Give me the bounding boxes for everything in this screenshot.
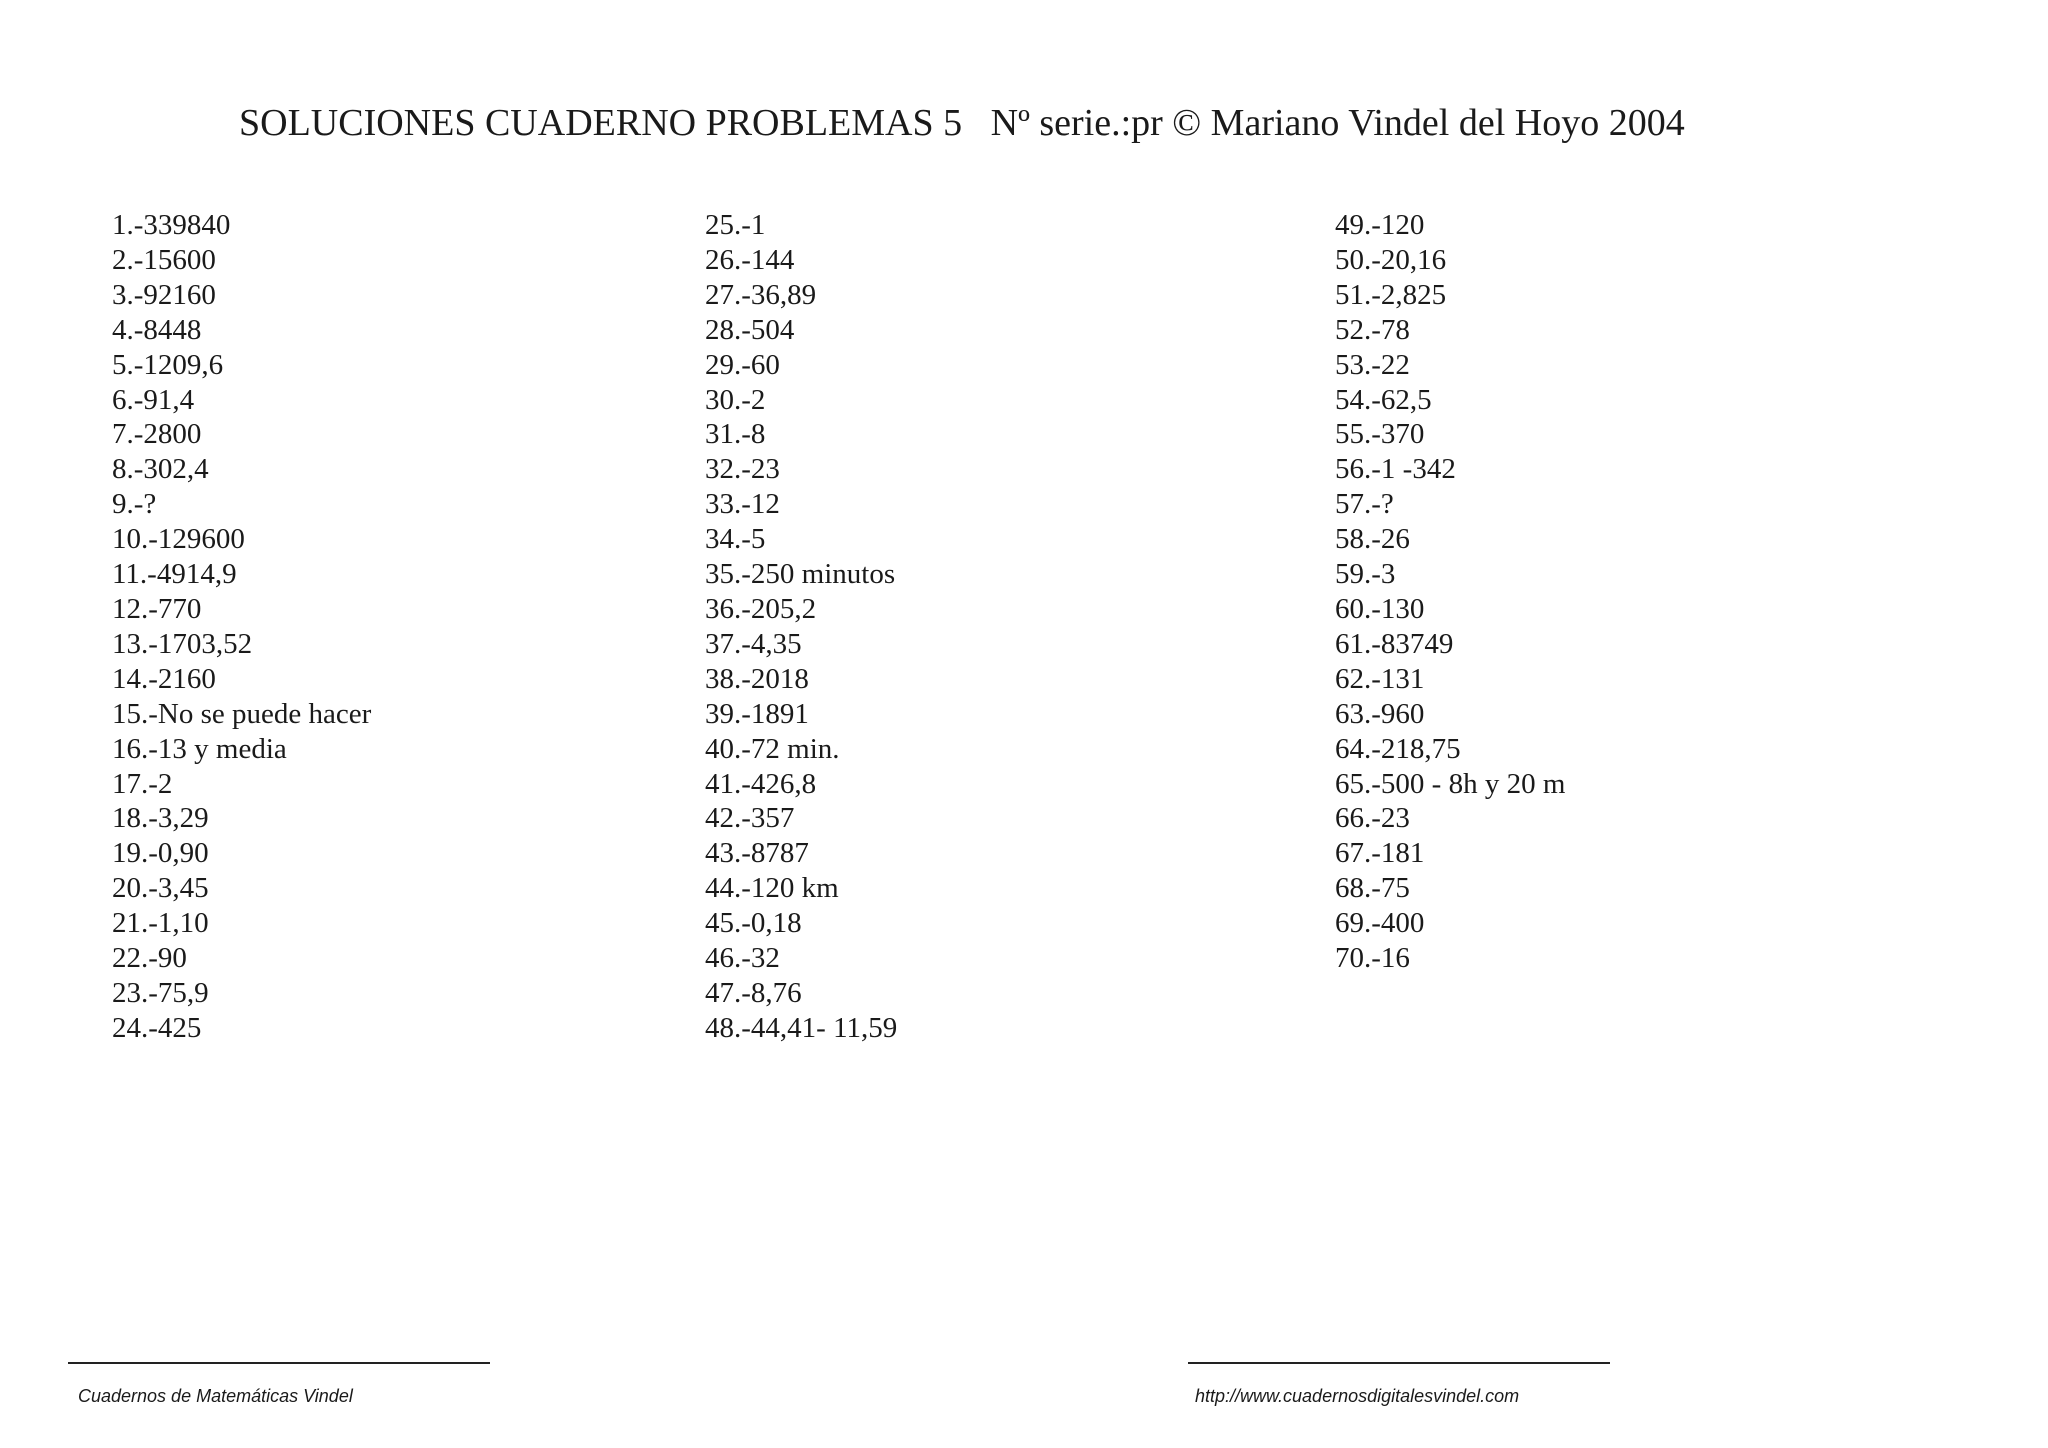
solution-item: 8.-302,4 xyxy=(112,453,209,486)
solution-item: 16.-13 y media xyxy=(112,732,287,765)
solution-item: 70.-16 xyxy=(1335,942,1410,975)
solution-item: 47.-8,76 xyxy=(705,976,802,1009)
solution-item: 41.-426,8 xyxy=(705,767,817,800)
solutions-column-3 xyxy=(1335,208,1565,976)
solution-item: 33.-12 xyxy=(705,488,780,521)
solution-item: 35.-250 minutos xyxy=(705,558,896,591)
solution-item: 39.-1891 xyxy=(705,697,809,730)
solution-item: 50.-20,16 xyxy=(1335,243,1447,276)
solution-item: 1.-339840 xyxy=(112,209,231,241)
solution-item: 12.-770 xyxy=(112,592,202,625)
solution-item: 6.-91,4 xyxy=(112,383,195,416)
footer-divider-left xyxy=(68,1362,490,1364)
solution-item: 22.-90 xyxy=(112,942,187,975)
solution-item: 5.-1209,6 xyxy=(112,348,224,381)
solution-item: 3.-92160 xyxy=(112,278,216,311)
solution-item: 43.-8787 xyxy=(705,837,809,870)
solution-item: 21.-1,10 xyxy=(112,907,209,940)
solution-item: 26.-144 xyxy=(705,243,795,276)
solution-item: 48.-44,41- 11,59 xyxy=(705,1011,898,1044)
solution-item: 31.-8 xyxy=(705,418,766,451)
solution-item: 19.-0,90 xyxy=(112,837,209,870)
page-title: SOLUCIONES CUADERNO PROBLEMAS 5 Nº serie.:pr © Mariano Vindel del Hoyo 2004 xyxy=(239,102,1685,144)
solution-item: 62.-131 xyxy=(1335,662,1425,695)
solution-item: 29.-60 xyxy=(705,348,780,381)
footer-divider-right xyxy=(1188,1362,1610,1364)
solution-item: 32.-23 xyxy=(705,453,780,486)
solutions-column-2 xyxy=(705,208,897,1046)
solution-item: 52.-78 xyxy=(1335,313,1410,346)
solution-item: 24.-425 xyxy=(112,1011,202,1044)
solution-item: 64.-218,75 xyxy=(1335,732,1461,765)
solution-item: 34.-5 xyxy=(705,523,766,556)
solution-item: 36.-205,2 xyxy=(705,592,817,625)
solution-item: 17.-2 xyxy=(112,767,173,800)
solution-item: 38.-2018 xyxy=(705,662,809,695)
solution-item: 67.-181 xyxy=(1335,837,1425,870)
solution-item: 13.-1703,52 xyxy=(112,627,253,660)
solution-item: 4.-8448 xyxy=(112,313,202,346)
solution-item: 2.-15600 xyxy=(112,243,216,276)
solution-item: 59.-3 xyxy=(1335,558,1396,591)
solution-item: 7.-2800 xyxy=(112,418,202,451)
solution-item: 69.-400 xyxy=(1335,907,1425,940)
solution-item: 44.-120 km xyxy=(705,872,839,905)
footer-publisher-text: Cuadernos de Matemáticas Vindel xyxy=(78,1386,353,1406)
solution-item: 58.-26 xyxy=(1335,523,1410,556)
solution-item: 14.-2160 xyxy=(112,662,216,695)
solution-item: 66.-23 xyxy=(1335,802,1410,835)
solution-item: 68.-75 xyxy=(1335,872,1410,905)
solution-item: 40.-72 min. xyxy=(705,732,840,765)
solution-item: 53.-22 xyxy=(1335,348,1410,381)
solution-item: 23.-75,9 xyxy=(112,976,209,1009)
solution-item: 10.-129600 xyxy=(112,523,245,556)
solution-item: 55.-370 xyxy=(1335,418,1425,451)
solution-item: 54.-62,5 xyxy=(1335,383,1432,416)
solution-item: 57.-? xyxy=(1335,488,1394,521)
solution-item: 45.-0,18 xyxy=(705,907,802,940)
solution-item: 56.-1 -342 xyxy=(1335,453,1456,486)
solution-item: 46.-32 xyxy=(705,942,780,975)
solution-item: 42.-357 xyxy=(705,802,795,835)
solutions-column-1 xyxy=(112,208,371,1046)
solution-item: 9.-? xyxy=(112,488,157,521)
footer-website-link[interactable]: http://www.cuadernosdigitalesvindel.com xyxy=(1195,1386,1520,1406)
solution-item: 20.-3,45 xyxy=(112,872,209,905)
solution-item: 37.-4,35 xyxy=(705,627,802,660)
solution-item: 49.-120 xyxy=(1335,209,1425,241)
solution-item: 27.-36,89 xyxy=(705,278,817,311)
solution-item: 63.-960 xyxy=(1335,697,1425,730)
solution-item: 11.-4914,9 xyxy=(112,558,237,591)
solution-item: 15.-No se puede hacer xyxy=(112,697,372,730)
solution-item: 25.-1 xyxy=(705,209,766,241)
solution-item: 60.-130 xyxy=(1335,592,1425,625)
solution-item: 28.-504 xyxy=(705,313,795,346)
solution-item: 61.-83749 xyxy=(1335,627,1454,660)
solution-item: 65.-500 - 8h y 20 m xyxy=(1335,767,1566,800)
solution-item: 18.-3,29 xyxy=(112,802,209,835)
solution-item: 51.-2,825 xyxy=(1335,278,1447,311)
solution-item: 30.-2 xyxy=(705,383,766,416)
